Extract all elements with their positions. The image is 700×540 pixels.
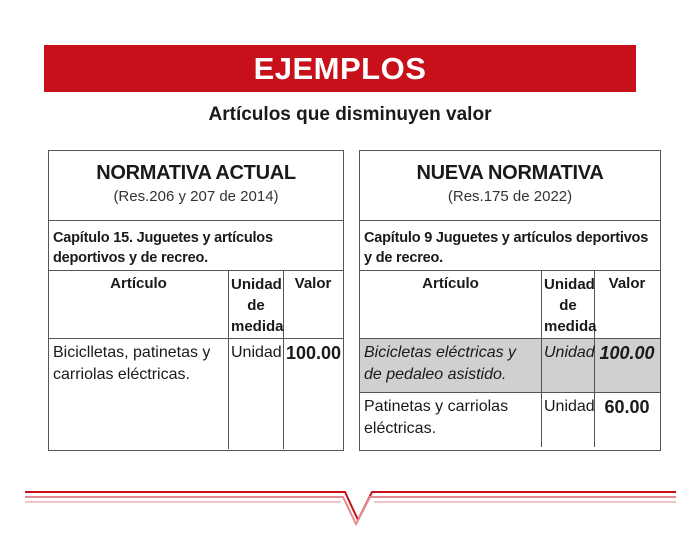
cell-valor: 100.00 (599, 343, 655, 363)
column-header-unidad: Unidad de medida (542, 271, 595, 338)
table-subtitle: (Res.175 de 2022) (447, 188, 573, 205)
current-regulation-table (48, 150, 344, 451)
table-title: NUEVA NORMATIVA (416, 162, 604, 184)
column-header-valor: Valor (294, 275, 332, 292)
cell-articulo: Biciclletas, patinetas y carriolas eléctricas. (49, 339, 229, 449)
table-header (360, 151, 660, 221)
table-subtitle: (Res.206 y 207 de 2014) (113, 188, 279, 205)
footer-decoration (0, 488, 700, 528)
cell-valor: 100.00 (286, 343, 342, 363)
cell-articulo: Patinetas y carriolas eléctricas. (360, 393, 542, 447)
table-row (360, 393, 660, 447)
column-header-row (360, 271, 660, 339)
table-row (360, 339, 660, 393)
cell-articulo: Bicicletas eléctricas y de pedaleo asistido. (360, 339, 542, 392)
table-title: NORMATIVA ACTUAL (96, 162, 296, 184)
column-header-unidad: Unidad de medida (229, 271, 284, 338)
cell-valor: 60.00 (604, 397, 650, 417)
chapter-label: Capítulo 15. Juguetes y artículos deportivos y de recreo. (49, 221, 343, 271)
column-header-articulo: Artículo (49, 271, 229, 338)
column-header-row (49, 271, 343, 339)
column-header-valor: Valor (608, 275, 646, 292)
table-header (49, 151, 343, 221)
new-regulation-table (359, 150, 661, 451)
cell-unidad: Unidad (542, 339, 595, 392)
title-banner: EJEMPLOS (44, 45, 636, 92)
cell-unidad: Unidad (542, 393, 595, 447)
column-header-articulo: Artículo (360, 271, 542, 338)
chapter-label: Capítulo 9 Juguetes y artículos deportivos y de recreo. (360, 221, 660, 271)
table-row (49, 339, 343, 449)
cell-unidad: Unidad (229, 339, 284, 449)
subtitle: Artículos que disminuyen valor (208, 104, 492, 125)
